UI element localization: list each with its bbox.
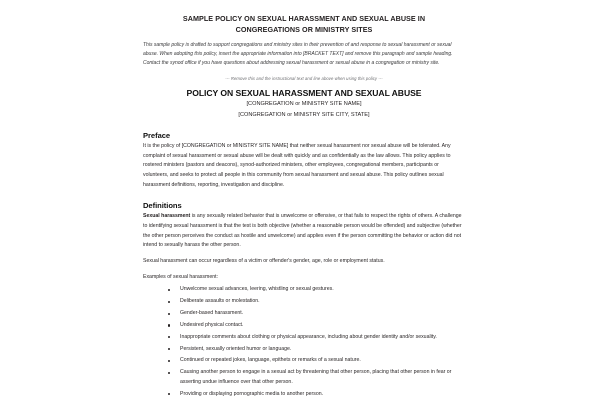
preface-heading: Preface (143, 130, 171, 140)
list-item: Causing another person to engage in a sexual act by threatening that other person, placing that other person in fear or asserting undue influence over that other person. (143, 368, 465, 387)
list-item: Unwelcome sexual advances, leering, whistling or sexual gestures. (143, 285, 465, 295)
policy-subtitle-name: [CONGREGATION or MINISTRY SITE NAME] (246, 100, 362, 107)
list-item: Persistent, sexually oriented humor or language. (143, 345, 465, 355)
policy-subtitle-location: [CONGREGATION or MINISTRY SITE CITY, STATE] (238, 111, 370, 118)
list-item: Undesired physical contact. (143, 321, 465, 331)
examples-label: Examples of sexual harassment: (143, 273, 218, 280)
preface-paragraph: It is the policy of [CONGREGATION or MINISTRY SITE NAME] that neither sexual harassment nor sexual abuse will be tolerated. Any complaint of sexual harassment or sexual abuse will be dealt with quickly and as confidentially as the law allows. This policy applies to rostered ministers (pastors and deacons), synod-authorized ministers, other employees, congregational members, participants or volunteers, and seeks to protect all people in this community from sexual harassment and sexual abuse. This policy outlines sexual harassment definitions, reporting, investigation and discipline. (143, 142, 451, 188)
examples-list (143, 285, 465, 399)
definition-sexual-harassment (143, 212, 465, 251)
list-item: Inappropriate comments about clothing or physical appearance, including about gender identity and/or sexuality. (143, 333, 465, 343)
list-item: Deliberate assaults or molestation. (143, 297, 465, 307)
list-item: Continued or repeated jokes, language, epithets or remarks of a sexual nature. (143, 356, 465, 366)
definition-body: is any sexually related behavior that is unwelcome or offensive, or that fails to respect the rights of others. A challenge to identifying sexual harassment is that the test is both objective (whether a reasonable person would be offended) and subjective (whether the other person perceives the conduct as hostile and unwelcome) and applies even if the person committing the behavior or action did not intend to sexually harass the other person. (143, 213, 462, 249)
policy-title: POLICY ON SEXUAL HARASSMENT AND SEXUAL ABUSE (186, 87, 422, 98)
definition-paragraph-2: Sexual harassment can occur regardless of a victim or offender's gender, age, role or employment status. (143, 257, 385, 264)
remove-instruction-note: --- Remove this and the instructional text and line above when using this policy --- (225, 75, 383, 81)
list-item: Gender-based harassment. (143, 309, 465, 319)
definition-term: Sexual harassment (143, 213, 191, 220)
sample-heading (147, 13, 461, 35)
instructional-paragraph: This sample policy is drafted to support congregations and ministry sites in their prevention of and response to sexual harassment or sexual abuse. When adopting this policy, insert the appropriate information into [BRACKET TEXT] and remove this paragraph and sample heading. Contact the synod office if you have questions about addressing sexual harassment or sexual abuse in a congregation or ministry site. (143, 42, 453, 67)
sample-heading-line-2: CONGREGATIONS OR MINISTRY SITES (235, 25, 373, 35)
sample-heading-line-1: SAMPLE POLICY ON SEXUAL HARASSMENT AND SEXUAL ABUSE IN (182, 14, 426, 23)
definitions-heading: Definitions (143, 201, 182, 211)
document-page (143, 0, 465, 400)
list-item: Providing or displaying pornographic media to another person. (143, 390, 465, 400)
